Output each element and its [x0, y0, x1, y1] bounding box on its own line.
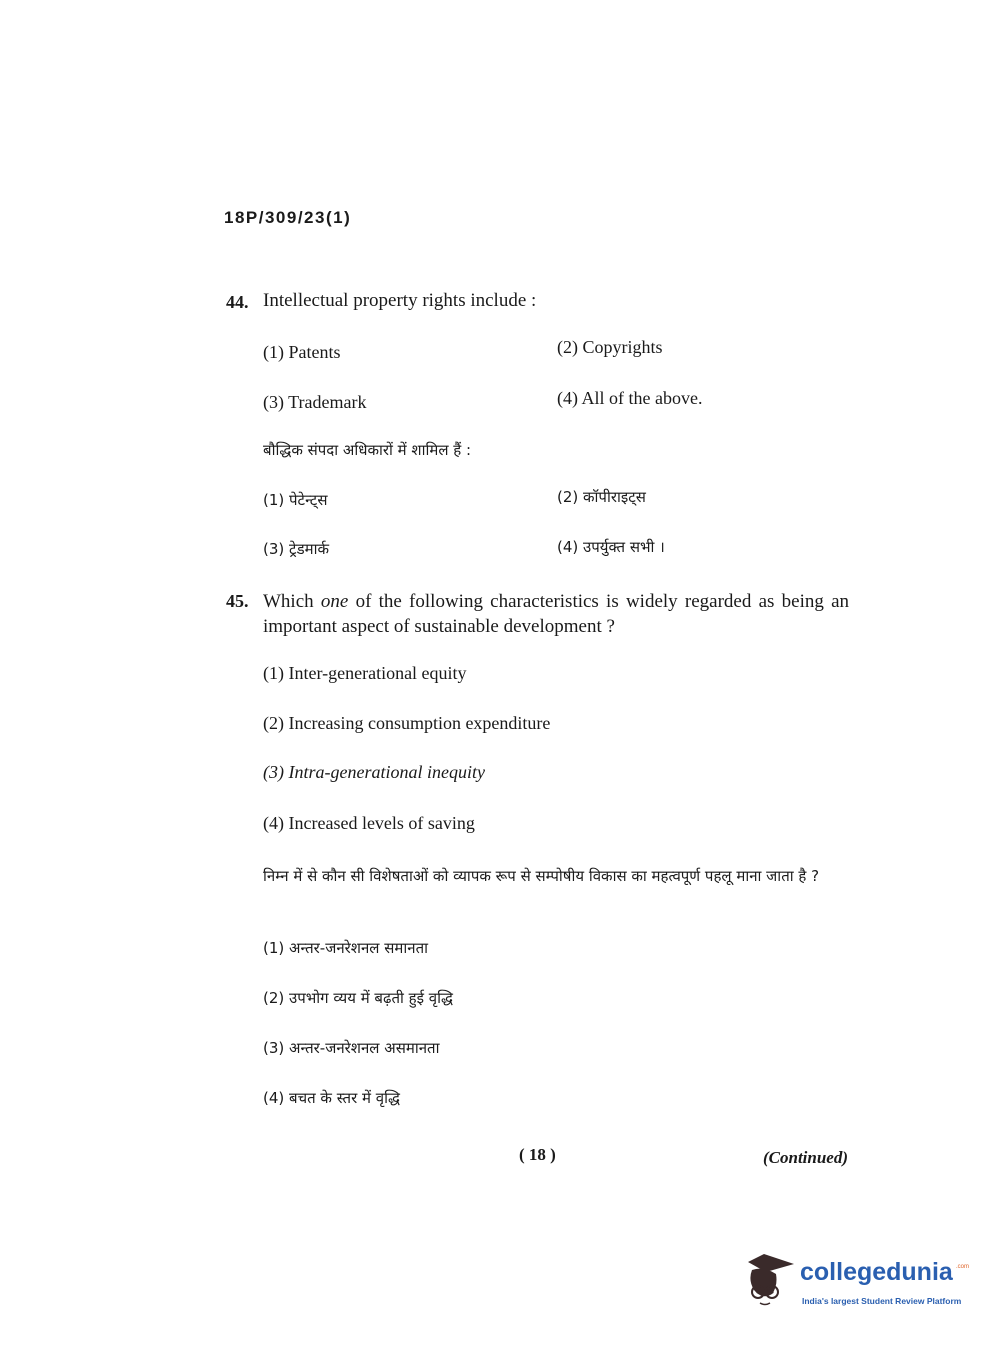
q44-option-1-hi: (1) पेटेन्ट्स	[263, 491, 328, 509]
q45-option-4-en: (4) Increased levels of saving	[263, 813, 475, 833]
q44-option-2-hi: (2) कॉपीराइट्स	[557, 488, 646, 506]
question-44-text-hi: बौद्धिक संपदा अधिकारों में शामिल हैं :	[263, 441, 472, 459]
q45-option-2-en: (2) Increasing consumption expenditure	[263, 713, 551, 733]
q45-text-emphasis: one	[320, 591, 349, 612]
question-45-number: 45.	[226, 591, 249, 611]
q44-option-2-en: (2) Copyrights	[557, 337, 663, 357]
logo-tagline: India's largest Student Review Platform	[802, 1296, 962, 1306]
q45-option-4-hi: (4) बचत के स्तर में वृद्धि	[263, 1089, 400, 1107]
question-45-text-hi: निम्न में से कौन सी विशेषताओं को व्यापक रूप से सम्पोषीय विकास का महत्वपूर्ण पहलू माना जाता है ?	[263, 867, 820, 885]
question-44-text-en: Intellectual property rights include :	[263, 290, 537, 311]
logo-wordmark: collegedunia	[800, 1258, 953, 1286]
continued-label: (Continued)	[763, 1148, 849, 1167]
q45-option-3-en-text: (3) Intra-generational inequity	[263, 762, 485, 782]
q44-option-3-en: (3) Trademark	[263, 392, 367, 412]
logo-suffix: .com	[956, 1264, 970, 1270]
student-mascot-icon	[742, 1250, 798, 1310]
q44-option-3-hi: (3) ट्रेडमार्क	[263, 540, 329, 558]
q45-text-post: of the following characteristics is widely regarded as being an important aspect of sustainable development ?	[263, 591, 850, 637]
page-number: ( 18 )	[519, 1145, 556, 1164]
q45-text-pre: Which	[263, 591, 314, 612]
question-45-text-en	[263, 589, 849, 639]
q44-option-1-en: (1) Patents	[263, 342, 341, 362]
q45-option-3-hi: (3) अन्तर-जनरेशनल असमानता	[263, 1039, 440, 1057]
q45-option-1-hi: (1) अन्तर-जनरेशनल समानता	[263, 939, 429, 957]
q44-option-4-hi: (4) उपर्युक्त सभी ।	[557, 538, 665, 556]
q44-option-4-en: (4) All of the above.	[557, 388, 703, 408]
question-44-number: 44.	[226, 292, 249, 312]
q45-option-2-hi: (2) उपभोग व्यय में बढ़ती हुई वृद्धि	[263, 989, 453, 1007]
q45-option-1-en: (1) Inter-generational equity	[263, 663, 467, 683]
paper-code: 18P/309/23(1)	[224, 208, 352, 227]
collegedunia-logo	[742, 1250, 972, 1314]
q45-option-3-en	[263, 762, 485, 783]
